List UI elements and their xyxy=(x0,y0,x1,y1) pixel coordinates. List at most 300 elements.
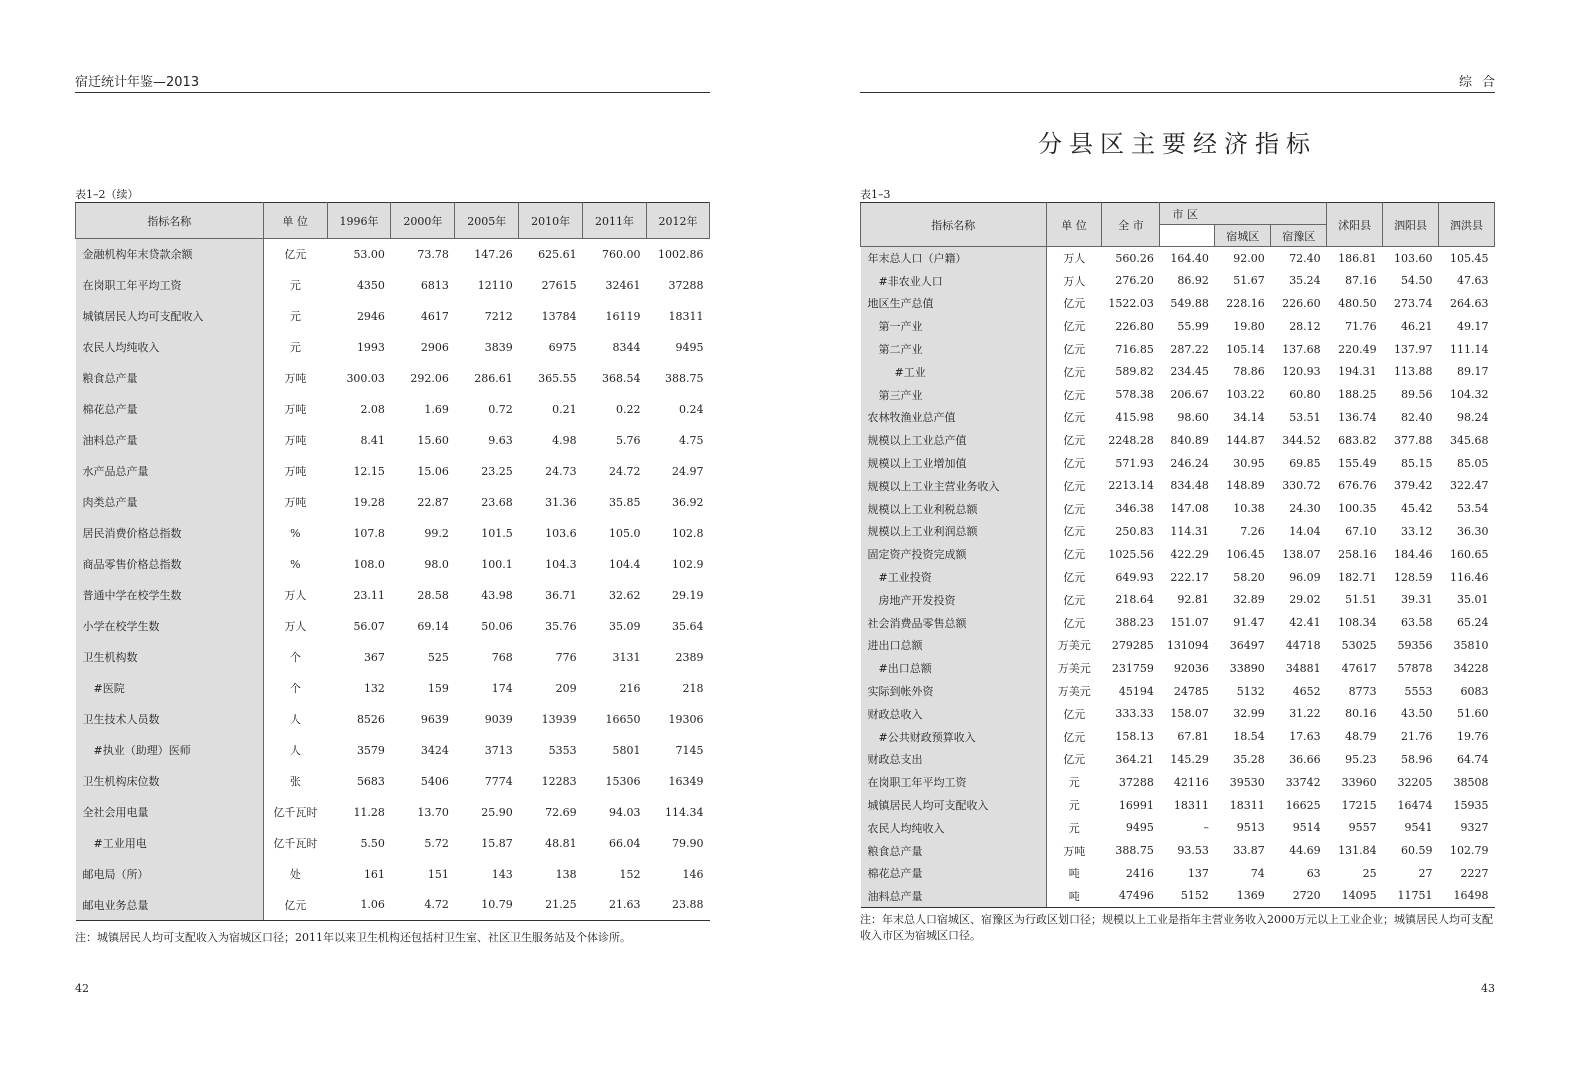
value-cell: 578.38 xyxy=(1115,388,1154,402)
value-cell: 128.59 xyxy=(1394,570,1433,584)
value-cell: 132 xyxy=(363,681,385,695)
unit-cell: 亿千瓦时 xyxy=(273,837,318,850)
value-cell: 67.10 xyxy=(1345,524,1377,538)
value-cell: 5683 xyxy=(356,774,385,788)
value-cell: 87.16 xyxy=(1345,274,1377,288)
value-cell: 48.81 xyxy=(545,836,577,850)
yearbook-title: 宿迁统计年鉴—2013 xyxy=(75,75,200,90)
value-cell: 147.08 xyxy=(1170,502,1209,516)
value-cell: 64.74 xyxy=(1457,752,1489,766)
value-cell: 760.00 xyxy=(602,247,641,261)
value-cell: 379.42 xyxy=(1394,479,1433,493)
value-cell: 25 xyxy=(1362,866,1377,880)
unit-cell: 万吨 xyxy=(284,372,307,385)
table-row xyxy=(76,456,710,487)
value-cell: 65.24 xyxy=(1457,616,1489,630)
value-cell: 35.28 xyxy=(1233,752,1265,766)
value-cell: 5353 xyxy=(548,743,577,757)
row-label: 棉花总产量 xyxy=(861,862,1047,885)
value-cell: 73.78 xyxy=(417,247,449,261)
table-row xyxy=(861,292,1495,315)
value-cell: 7145 xyxy=(675,743,704,757)
row-label: 规模以上工业增加值 xyxy=(861,452,1047,475)
value-cell: 344.52 xyxy=(1282,433,1321,447)
unit-cell: 万人 xyxy=(284,620,307,633)
value-cell: 18311 xyxy=(1173,798,1209,812)
column-header: 2010年 xyxy=(519,203,583,239)
value-cell: 12283 xyxy=(541,774,577,788)
unit-cell: % xyxy=(290,526,301,540)
row-label: 在岗职工年平均工资 xyxy=(76,270,264,301)
table-row xyxy=(76,673,710,704)
unit-cell: 吨 xyxy=(1068,867,1080,881)
unit-cell: 万人 xyxy=(1063,252,1086,266)
value-cell: 1025.56 xyxy=(1108,547,1154,561)
value-cell: 66.04 xyxy=(609,836,641,850)
value-cell: 50.06 xyxy=(481,619,513,633)
unit-cell: 元 xyxy=(1068,776,1080,790)
value-cell: 184.46 xyxy=(1394,547,1433,561)
value-cell: 98.24 xyxy=(1457,410,1489,424)
row-label: #执业（助理）医师 xyxy=(76,735,264,766)
table-row xyxy=(861,474,1495,497)
value-cell: 15.60 xyxy=(417,433,449,447)
value-cell: 36497 xyxy=(1229,638,1265,652)
unit-cell: 元 xyxy=(289,341,301,354)
value-cell: 32.99 xyxy=(1233,707,1265,721)
unit-cell: 亿元 xyxy=(1063,707,1086,721)
value-cell: 4.72 xyxy=(391,890,455,921)
unit-cell: 万吨 xyxy=(284,403,307,416)
table-row xyxy=(76,890,710,921)
row-label: 农林牧渔业总产值 xyxy=(861,406,1047,429)
row-label: 全社会用电量 xyxy=(76,797,264,828)
table-row xyxy=(76,859,710,890)
value-cell: 23.11 xyxy=(353,588,385,602)
value-cell: 164.40 xyxy=(1170,251,1209,265)
value-cell: 5801 xyxy=(612,743,641,757)
table-row xyxy=(861,885,1495,908)
value-cell: 273.74 xyxy=(1394,296,1433,310)
value-cell: 136.74 xyxy=(1338,410,1377,424)
value-cell: 144.87 xyxy=(1226,433,1265,447)
value-cell: 188.25 xyxy=(1338,388,1377,402)
row-label: 普通中学在校学生数 xyxy=(76,580,264,611)
unit-cell: 亿元 xyxy=(1063,502,1086,516)
value-cell: 34228 xyxy=(1453,661,1489,675)
unit-cell: 亿元 xyxy=(1063,616,1086,630)
unit-cell: 亿元 xyxy=(1063,343,1086,357)
county-indicators-table-1-3 xyxy=(860,202,1495,908)
unit-cell: 万美元 xyxy=(1057,685,1091,699)
value-cell: 108.34 xyxy=(1338,616,1377,630)
value-cell: 16625 xyxy=(1285,798,1321,812)
table-row xyxy=(861,657,1495,680)
value-cell: 55.99 xyxy=(1177,319,1209,333)
value-cell: 246.24 xyxy=(1170,456,1209,470)
value-cell: 560.26 xyxy=(1115,251,1154,265)
value-cell: 33742 xyxy=(1285,775,1321,789)
value-cell: 2946 xyxy=(356,309,385,323)
value-cell: 3713 xyxy=(484,743,513,757)
value-cell: 69.85 xyxy=(1289,456,1321,470)
value-cell: 107.8 xyxy=(353,526,385,540)
value-cell: 23.68 xyxy=(481,495,513,509)
value-cell: 2906 xyxy=(420,340,449,354)
value-cell: 85.05 xyxy=(1457,456,1489,470)
value-cell: 151.07 xyxy=(1170,616,1209,630)
column-header: 泗洪县 xyxy=(1439,203,1495,247)
value-cell: 53.51 xyxy=(1289,410,1321,424)
row-label: 在岗职工年平均工资 xyxy=(861,771,1047,794)
row-label: #工业用电 xyxy=(76,828,264,859)
column-header: 指标名称 xyxy=(76,203,264,239)
value-cell: 145.29 xyxy=(1170,752,1209,766)
value-cell: 776 xyxy=(555,650,577,664)
value-cell: 5132 xyxy=(1236,684,1265,698)
table-row xyxy=(76,549,710,580)
value-cell: 15306 xyxy=(605,774,641,788)
value-cell: 8344 xyxy=(612,340,641,354)
value-cell: 264.63 xyxy=(1450,296,1489,310)
value-cell: 834.48 xyxy=(1170,479,1209,493)
value-cell: 31.22 xyxy=(1289,707,1321,721)
value-cell: 388.23 xyxy=(1115,616,1154,630)
value-cell: 44718 xyxy=(1285,638,1321,652)
value-cell: 840.89 xyxy=(1170,433,1209,447)
value-cell: 116.46 xyxy=(1450,570,1489,584)
value-cell: 4.75 xyxy=(679,433,704,447)
unit-cell: 万吨 xyxy=(284,465,307,478)
value-cell: 27 xyxy=(1418,866,1433,880)
value-cell: 17215 xyxy=(1341,798,1377,812)
value-cell: 5553 xyxy=(1404,684,1433,698)
value-cell: 23.25 xyxy=(481,464,513,478)
value-cell: 146 xyxy=(682,867,704,881)
value-cell: 48.79 xyxy=(1345,730,1377,744)
value-cell: 388.75 xyxy=(665,371,704,385)
blank-header-cell xyxy=(1160,225,1215,247)
value-cell: 228.16 xyxy=(1226,296,1265,310)
table-row xyxy=(861,611,1495,634)
column-header: 宿豫区 xyxy=(1271,225,1327,247)
unit-cell: 万吨 xyxy=(284,496,307,509)
value-cell: 33890 xyxy=(1229,661,1265,675)
value-cell: 9514 xyxy=(1292,821,1321,835)
value-cell: 2416 xyxy=(1125,866,1154,880)
value-cell: 69.14 xyxy=(417,619,449,633)
unit-cell: 亿元 xyxy=(1063,571,1086,585)
value-cell: 19.76 xyxy=(1457,730,1489,744)
row-label: 粮食总产量 xyxy=(76,363,264,394)
row-label: #工业 xyxy=(861,360,1047,383)
value-cell: 155.49 xyxy=(1338,456,1377,470)
value-cell: 37288 xyxy=(1118,775,1154,789)
value-cell: 9039 xyxy=(484,712,513,726)
value-cell: 28.58 xyxy=(417,588,449,602)
value-cell: 716.85 xyxy=(1115,342,1154,356)
unit-cell: 张 xyxy=(289,775,301,788)
row-label: 规模以上工业利税总额 xyxy=(861,497,1047,520)
value-cell: 113.88 xyxy=(1394,365,1433,379)
value-cell: 36.71 xyxy=(545,588,577,602)
value-cell: 4617 xyxy=(420,309,449,323)
row-label: 水产品总产量 xyxy=(76,456,264,487)
value-cell: 8.41 xyxy=(360,433,385,447)
value-cell: 625.61 xyxy=(538,247,577,261)
table-row xyxy=(76,239,710,270)
value-cell: 35.64 xyxy=(672,619,704,633)
value-cell: 44.69 xyxy=(1289,844,1321,858)
value-cell: 13.70 xyxy=(417,805,449,819)
value-cell: 72.69 xyxy=(545,805,577,819)
value-cell: 111.14 xyxy=(1450,342,1489,356)
unit-cell: 亿元 xyxy=(1063,457,1086,471)
table-row xyxy=(861,497,1495,520)
value-cell: 85.15 xyxy=(1401,456,1433,470)
value-cell: 11751 xyxy=(1383,885,1439,908)
table-header-row xyxy=(861,203,1495,225)
value-cell: 1522.03 xyxy=(1108,296,1154,310)
value-cell: 33960 xyxy=(1341,775,1377,789)
value-cell: 0.22 xyxy=(616,402,641,416)
value-cell: 5.50 xyxy=(360,836,385,850)
value-cell: 36.30 xyxy=(1457,524,1489,538)
value-cell: 82.40 xyxy=(1401,410,1433,424)
value-cell: 9495 xyxy=(675,340,704,354)
unit-cell: 元 xyxy=(289,310,301,323)
value-cell: 279285 xyxy=(1111,638,1154,652)
value-cell: 9541 xyxy=(1404,821,1433,835)
value-cell: 571.93 xyxy=(1115,456,1154,470)
table-label: 表1–2（续） xyxy=(75,188,139,201)
value-cell: 6813 xyxy=(420,278,449,292)
value-cell: 42.41 xyxy=(1289,616,1321,630)
value-cell: 131.84 xyxy=(1338,844,1377,858)
unit-cell: 元 xyxy=(289,279,301,292)
table-row xyxy=(861,588,1495,611)
value-cell: 79.90 xyxy=(672,836,704,850)
value-cell: 5.72 xyxy=(424,836,449,850)
value-cell: 38508 xyxy=(1453,775,1489,789)
unit-cell: 元 xyxy=(1068,799,1080,813)
value-cell: 21.76 xyxy=(1401,730,1433,744)
row-label: 小学在校学生数 xyxy=(76,611,264,642)
value-cell: 365.55 xyxy=(538,371,577,385)
value-cell: 174 xyxy=(491,681,513,695)
value-cell: 15.87 xyxy=(481,836,513,850)
row-label: 金融机构年末贷款余额 xyxy=(76,239,264,270)
value-cell: 768 xyxy=(491,650,513,664)
value-cell: 4.98 xyxy=(552,433,577,447)
value-cell: 368.54 xyxy=(602,371,641,385)
value-cell: 39530 xyxy=(1229,775,1265,789)
value-cell: 95.23 xyxy=(1345,752,1377,766)
table-row xyxy=(861,771,1495,794)
value-cell: 333.33 xyxy=(1115,707,1154,721)
value-cell: 104.4 xyxy=(609,557,641,571)
value-cell: 32205 xyxy=(1397,775,1433,789)
table-row xyxy=(76,766,710,797)
value-cell: 104.3 xyxy=(545,557,577,571)
value-cell: 7.26 xyxy=(1240,524,1265,538)
value-cell: 16474 xyxy=(1397,798,1433,812)
value-cell: 105.45 xyxy=(1450,251,1489,265)
table-note: 注：城镇居民人均可支配收入为宿城区口径；2011年以来卫生机构还包括村卫生室、社区卫生服务站及个体诊所。 xyxy=(75,931,631,944)
value-cell: 7774 xyxy=(484,774,513,788)
value-cell: 209 xyxy=(555,681,577,695)
value-cell: 36.92 xyxy=(672,495,704,509)
value-cell: 78.86 xyxy=(1233,365,1265,379)
row-label: 油料总产量 xyxy=(76,425,264,456)
value-cell: 108.0 xyxy=(353,557,385,571)
value-cell: 100.1 xyxy=(481,557,513,571)
value-cell: 422.29 xyxy=(1170,547,1209,561)
table-row xyxy=(76,332,710,363)
value-cell: 0.72 xyxy=(488,402,513,416)
unit-cell: 万吨 xyxy=(1063,844,1086,858)
table-row xyxy=(76,363,710,394)
table-row xyxy=(861,315,1495,338)
value-cell: 25.90 xyxy=(481,805,513,819)
value-cell: 57878 xyxy=(1397,661,1433,675)
unit-cell: 万美元 xyxy=(1057,662,1091,676)
row-label: 卫生机构床位数 xyxy=(76,766,264,797)
value-cell: 15935 xyxy=(1453,798,1489,812)
table-row xyxy=(76,518,710,549)
value-cell: 29.02 xyxy=(1289,593,1321,607)
table-row xyxy=(861,702,1495,725)
value-cell: 1993 xyxy=(356,340,385,354)
value-cell: 1.06 xyxy=(327,890,391,921)
value-cell: 3424 xyxy=(420,743,449,757)
value-cell: 47496 xyxy=(1102,885,1160,908)
indicators-table-1-2 xyxy=(75,202,710,921)
value-cell: 35.76 xyxy=(545,619,577,633)
value-cell: 89.56 xyxy=(1401,388,1433,402)
column-header: 1996年 xyxy=(327,203,391,239)
row-label: 棉花总产量 xyxy=(76,394,264,425)
left-page xyxy=(75,0,710,1077)
table-row xyxy=(76,704,710,735)
row-label: 邮电业务总量 xyxy=(76,890,264,921)
table-row xyxy=(861,543,1495,566)
value-cell: 9327 xyxy=(1460,821,1489,835)
value-cell: 63.58 xyxy=(1401,616,1433,630)
value-cell: 182.71 xyxy=(1338,570,1377,584)
row-label: 城镇居民人均可支配收入 xyxy=(76,301,264,332)
row-label: 第一产业 xyxy=(861,315,1047,338)
table-row xyxy=(76,611,710,642)
value-cell: 367 xyxy=(363,650,385,664)
unit-cell: 亿元 xyxy=(1063,525,1086,539)
value-cell: 120.93 xyxy=(1282,365,1321,379)
page-number: 42 xyxy=(75,982,89,995)
row-label: 规模以上工业总产值 xyxy=(861,429,1047,452)
value-cell: 322.47 xyxy=(1450,479,1489,493)
column-header: 单 位 xyxy=(263,203,327,239)
value-cell: 32.62 xyxy=(609,588,641,602)
value-cell: 206.67 xyxy=(1170,388,1209,402)
value-cell: 143 xyxy=(491,867,513,881)
value-cell: 5152 xyxy=(1160,885,1215,908)
unit-cell: 亿元 xyxy=(1063,730,1086,744)
value-cell: 2227 xyxy=(1460,866,1489,880)
value-cell: 300.03 xyxy=(346,371,385,385)
row-label: 社会消费品零售总额 xyxy=(861,611,1047,634)
column-header: 宿城区 xyxy=(1215,225,1271,247)
value-cell: 54.50 xyxy=(1401,274,1433,288)
value-cell: 345.68 xyxy=(1450,433,1489,447)
value-cell: 30.95 xyxy=(1233,456,1265,470)
value-cell: 92.81 xyxy=(1177,593,1209,607)
value-cell: 24785 xyxy=(1173,684,1209,698)
value-cell: 1002.86 xyxy=(658,247,704,261)
value-cell: 231759 xyxy=(1111,661,1154,675)
value-cell: 2213.14 xyxy=(1108,479,1154,493)
value-cell: 51.67 xyxy=(1233,274,1265,288)
row-label: 卫生机构数 xyxy=(76,642,264,673)
value-cell: 91.47 xyxy=(1233,616,1265,630)
value-cell: 35.01 xyxy=(1457,593,1489,607)
value-cell: 2720 xyxy=(1271,885,1327,908)
value-cell: 74 xyxy=(1250,866,1265,880)
value-cell: 34881 xyxy=(1285,661,1321,675)
value-cell: 3839 xyxy=(484,340,513,354)
value-cell: 106.45 xyxy=(1226,547,1265,561)
row-label: 规模以上工业主营业务收入 xyxy=(861,474,1047,497)
value-cell: 60.80 xyxy=(1289,388,1321,402)
value-cell: 0.21 xyxy=(552,402,577,416)
value-cell: 37288 xyxy=(668,278,704,292)
table-row xyxy=(861,406,1495,429)
value-cell: 12.15 xyxy=(353,464,385,478)
row-label: #出口总额 xyxy=(861,657,1047,680)
value-cell: 2248.28 xyxy=(1108,433,1154,447)
value-cell: 5.76 xyxy=(616,433,641,447)
row-label: 第二产业 xyxy=(861,338,1047,361)
table-row xyxy=(861,338,1495,361)
value-cell: 415.98 xyxy=(1115,410,1154,424)
value-cell: 258.16 xyxy=(1338,547,1377,561)
row-label: #医院 xyxy=(76,673,264,704)
value-cell: 147.26 xyxy=(474,247,513,261)
value-cell: 4652 xyxy=(1292,684,1321,698)
value-cell: 16991 xyxy=(1118,798,1154,812)
unit-cell: 吨 xyxy=(1046,885,1102,908)
value-cell: 9.63 xyxy=(488,433,513,447)
value-cell: 63 xyxy=(1306,866,1321,880)
value-cell: 29.19 xyxy=(672,588,704,602)
value-cell: 8773 xyxy=(1348,684,1377,698)
unit-cell: 处 xyxy=(289,868,301,881)
value-cell: 160.65 xyxy=(1450,547,1489,561)
row-label: 邮电局（所） xyxy=(76,859,264,890)
value-cell: 18311 xyxy=(1229,798,1265,812)
table-row xyxy=(76,797,710,828)
value-cell: 35810 xyxy=(1453,638,1489,652)
column-header: 指标名称 xyxy=(861,203,1047,247)
unit-cell: 亿元 xyxy=(1063,548,1086,562)
value-cell: 102.79 xyxy=(1450,844,1489,858)
value-cell: 24.72 xyxy=(609,464,641,478)
value-cell: 9495 xyxy=(1125,821,1154,835)
value-cell: 94.03 xyxy=(609,805,641,819)
value-cell: 101.5 xyxy=(481,526,513,540)
row-label: 地区生产总值 xyxy=(861,292,1047,315)
value-cell: 222.17 xyxy=(1170,570,1209,584)
value-cell: 42116 xyxy=(1173,775,1209,789)
